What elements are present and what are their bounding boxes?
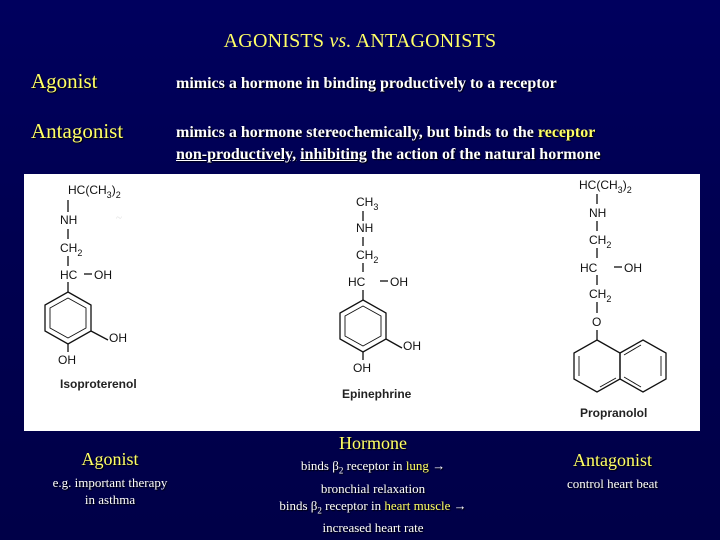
background-ghost-text: ~ — [116, 212, 122, 224]
propranolol-ch2-a: $CH_2$ — [589, 233, 612, 250]
epinephrine-ring-oh-2: OH — [353, 361, 371, 375]
propranolol-o: O — [592, 315, 602, 329]
structures-panel — [24, 174, 700, 431]
agonist-term: Agonist — [31, 69, 98, 93]
hormone-caption-heading: Hormone — [339, 433, 407, 453]
epinephrine-ring-oh-1: OH — [403, 339, 421, 353]
agonist-caption-line-2: in asthma — [84, 492, 136, 507]
epinephrine-hc: HC — [348, 275, 366, 289]
hormone-caption — [242, 433, 504, 536]
isoproterenol-top-group: $HC(CH_3)_2$ — [68, 183, 121, 200]
hormone-caption-line-2: bronchial relaxation — [320, 480, 426, 496]
antagonist-term: Antagonist — [31, 119, 124, 143]
antagonist-caption — [530, 450, 695, 492]
agonist-caption — [20, 449, 200, 508]
propranolol-side-oh: OH — [624, 261, 642, 275]
page-title: AGONISTS vs. ANTAGONISTS — [223, 30, 497, 52]
propranolol-hc: HC — [580, 261, 598, 275]
structures-drawing — [24, 174, 700, 431]
agonist-caption-heading: Agonist — [81, 449, 139, 469]
epinephrine-side-oh: OH — [390, 275, 408, 289]
hormone-caption-line-3: binds $\beta_2$ receptor in heart muscle → — [279, 497, 467, 516]
hormone-caption-line-4: increased heart rate — [322, 520, 424, 536]
epinephrine-ch2: $CH_2$ — [356, 248, 379, 265]
antagonist-definition: mimics a hormone stereochemically, but binds to the receptor non-productively, inhibiting the action of the natural hormone — [176, 124, 601, 163]
isoproterenol-hc: HC — [60, 268, 78, 282]
agonist-definition: mimics a hormone in binding productively to a receptor — [176, 75, 557, 92]
epinephrine-ch3: $CH_3$ — [356, 195, 379, 212]
propranolol-nh: NH — [589, 206, 607, 220]
isoproterenol-side-oh: OH — [94, 268, 112, 282]
propranolol-ch2-b: $CH_2$ — [589, 287, 612, 304]
antagonist-caption-line-1: control heart beat — [567, 476, 658, 491]
isoproterenol-ch2: $CH_2$ — [60, 241, 83, 258]
propranolol-top-group: $HC(CH_3)_2$ — [579, 178, 632, 195]
propranolol-label: Propranolol — [580, 406, 648, 420]
epinephrine-label: Epinephrine — [342, 387, 412, 401]
isoproterenol-label: Isoproterenol — [60, 377, 137, 391]
epinephrine-nh: NH — [356, 221, 374, 235]
agonist-caption-line-1: e.g. important therapy — [52, 475, 168, 490]
antagonist-caption-heading: Antagonist — [573, 450, 652, 470]
hormone-caption-line-1: binds $\beta_2$ receptor in lung → — [300, 458, 446, 476]
isoproterenol-ring-oh-1: OH — [109, 331, 127, 345]
isoproterenol-ring-oh-2: OH — [58, 353, 76, 367]
isoproterenol-nh: NH — [60, 213, 78, 227]
